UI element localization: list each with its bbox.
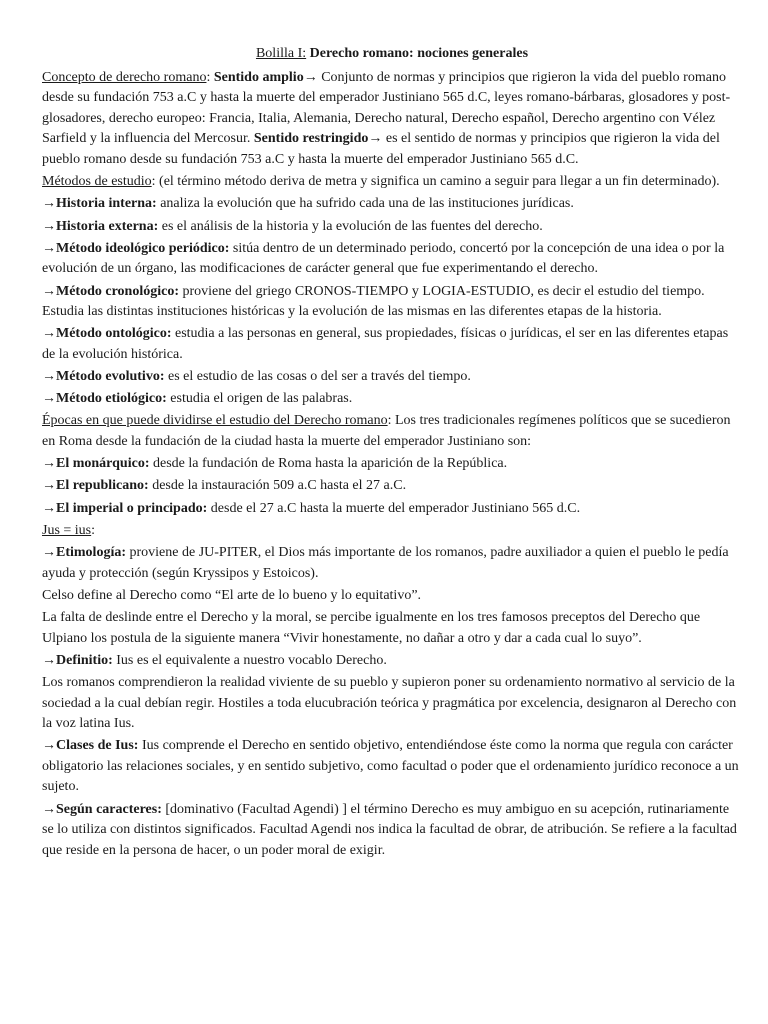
paragraph-metodo-cronologico	[42, 282, 742, 323]
bold-term: Sentido restringido	[253, 131, 369, 147]
text-run: Ius comprende el Derecho en sentido objetivo, entendiéndose éste como la norma que regula con carácter obligatorio las relaciones sociales, y en sentido subjetivo, como facultad o poder que el ordenamiento jurídico reconoce a un sujeto.	[42, 738, 739, 795]
paragraph-jus	[42, 521, 742, 542]
page-title	[42, 44, 742, 65]
paragraph-segun-caracteres	[42, 800, 742, 862]
bold-term: Sentido amplio	[213, 69, 304, 85]
text-run: proviene de JU-PITER, el Dios más importante de los romanos, padre auxiliador a quien el pueblo le pedía ayuda y protección (según Kryssipos y Estoicos).	[42, 544, 729, 581]
paragraph-historia-externa	[42, 217, 742, 238]
text-run: proviene del griego CRONOS-TIEMPO y LOGIA-ESTUDIO, es decir el estudio del tiempo. Estudia las distintas instituciones históricas y la evolución de las mismas en las diferentes etapas de la historia.	[42, 283, 705, 320]
section-heading: Concepto de derecho romano	[42, 69, 207, 85]
text-run: desde la fundación de Roma hasta la aparición de la República.	[149, 456, 508, 472]
bold-term: El imperial o principado:	[56, 500, 208, 516]
text-run: →	[42, 738, 56, 754]
text-run: desde el 27 a.C hasta la muerte del emperador Justiniano 565 d.C.	[207, 500, 581, 516]
paragraph-monarquico	[42, 454, 742, 475]
text-run: →	[42, 283, 56, 299]
text-run: analiza la evolución que ha sufrido cada una de las instituciones jurídicas.	[156, 196, 574, 212]
paragraph-metodo-ontologico	[42, 324, 742, 365]
bold-term: El republicano:	[56, 478, 149, 494]
paragraph-imperial	[42, 499, 742, 520]
bold-term: Clases de Ius:	[56, 738, 139, 754]
text-run: → Conjunto de normas y principios que rigieron la vida del pueblo romano desde su fundación 753 a.C y hasta la muerte del emperador Justiniano 565 d.C, leyes romano-bárbaras, glosadores y post-glosadores, derecho europeo: Francia, Italia, Alemania, Derecho natural, Derecho español, Derecho argentino con Vélez Sarfield y la influencia del Mercosur.	[42, 69, 731, 147]
text-run: →	[42, 544, 56, 560]
paragraph-falta-deslinde	[42, 608, 742, 649]
section-heading: Épocas en que puede dividirse el estudio del Derecho romano	[42, 413, 388, 429]
text-run: es el estudio de las cosas o del ser a través del tiempo.	[164, 369, 471, 385]
text-run: estudia el origen de las palabras.	[166, 391, 353, 407]
text-run: : Los tres tradicionales regímenes políticos que se sucedieron en Roma desde la fundación de la ciudad hasta la muerte del emperador Justiniano son:	[42, 413, 731, 450]
title-main: Derecho romano: nociones generales	[309, 46, 529, 61]
text-run: [dominativo (Facultad Agendi) ] el término Derecho es muy ambiguo en su acepción, rutinariamente se lo utiliza con distintos significados. Facultad Agendi nos indica la facultad de obrar, de atribución. Se refiere a la facultad que reside en la persona de hacer, o un poder moral de exigir.	[42, 801, 737, 858]
text-run: :	[206, 69, 214, 85]
bold-term: El monárquico:	[56, 456, 150, 472]
paragraph-celso	[42, 586, 742, 607]
bold-term: Historia interna:	[56, 196, 157, 212]
bold-term: Método etiológico:	[56, 391, 167, 407]
paragraph-epocas	[42, 411, 742, 452]
text-run: →	[42, 478, 56, 494]
paragraph-clases-ius	[42, 736, 742, 798]
paragraph-metodo-etiologico	[42, 389, 742, 410]
bold-term: Definitio:	[56, 652, 113, 668]
text-run: →	[42, 500, 56, 516]
paragraph-metodo-evolutivo	[42, 367, 742, 388]
bold-term: Método cronológico:	[56, 283, 179, 299]
bold-term: Historia externa:	[56, 218, 159, 234]
text-run: : (el término método deriva de metra y significa un camino a seguir para llegar a un fin determinado).	[151, 174, 720, 190]
text-run: →	[42, 218, 56, 234]
paragraph-republicano	[42, 476, 742, 497]
text-run: Los romanos comprendieron la realidad viviente de su pueblo y supieron poner su ordenamiento normativo al servicio de la sociedad a la cual debían regir. Hostiles a toda elucubración teórica y pragmática por excelencia, designaron al Derecho con la voz latina Ius.	[42, 674, 737, 732]
paragraph-etimologia	[42, 543, 742, 584]
bold-term: Método ideológico periódico:	[56, 240, 230, 256]
section-heading: Jus = ius	[42, 522, 92, 538]
text-run: →	[42, 801, 56, 817]
text-run: →	[42, 456, 56, 472]
text-run: La falta de deslinde entre el Derecho y la moral, se percibe igualmente en los tres famosos preceptos del Derecho que Ulpiano los postula de la siguiente manera “Vivir honestamente, no dañar a otro y dar a cada cual lo suyo”.	[42, 609, 701, 646]
text-run: →	[42, 196, 56, 212]
paragraph-metodos	[42, 172, 742, 193]
bold-term: Método ontológico:	[56, 326, 172, 342]
text-run: →	[42, 240, 56, 256]
text-run: :	[91, 522, 96, 538]
bold-term: Según caracteres:	[56, 801, 162, 817]
document-body	[42, 68, 742, 862]
text-run: Ius es el equivalente a nuestro vocablo Derecho.	[112, 652, 387, 668]
text-run: desde la instauración 509 a.C hasta el 27 a.C.	[148, 478, 407, 494]
text-run: Celso define al Derecho como “El arte de lo bueno y lo equitativo”.	[42, 587, 422, 603]
text-run: sitúa dentro de un determinado periodo, concertó por la concepción de una idea o por la evolución de un órgano, las modificaciones de carácter general que fue experimentando el derecho.	[42, 240, 725, 277]
text-run: → es el sentido de normas y principios que rigieron la vida del pueblo romano desde su fundación 753 a.C y hasta la muerte del emperador Justiniano 565 d.C.	[42, 131, 720, 167]
paragraph-concepto	[42, 68, 742, 171]
text-run: estudia a las personas en general, sus propiedades, físicas o jurídicas, el ser en las diferentes etapas de la evolución histórica.	[42, 326, 729, 362]
section-heading: Métodos de estudio	[42, 174, 152, 190]
text-run: →	[42, 652, 56, 668]
paragraph-historia-interna	[42, 194, 742, 215]
paragraph-definitio	[42, 651, 742, 672]
paragraph-romanos	[42, 673, 742, 735]
bold-term: Etimología:	[56, 544, 126, 560]
text-run: es el análisis de la historia y la evolución de las fuentes del derecho.	[158, 218, 543, 234]
text-run: →	[42, 369, 56, 385]
text-run: →	[42, 326, 56, 342]
paragraph-metodo-ideologico	[42, 239, 742, 280]
text-run: →	[42, 391, 56, 407]
bold-term: Método evolutivo:	[56, 369, 165, 385]
title-prefix: Bolilla I:	[255, 46, 307, 61]
